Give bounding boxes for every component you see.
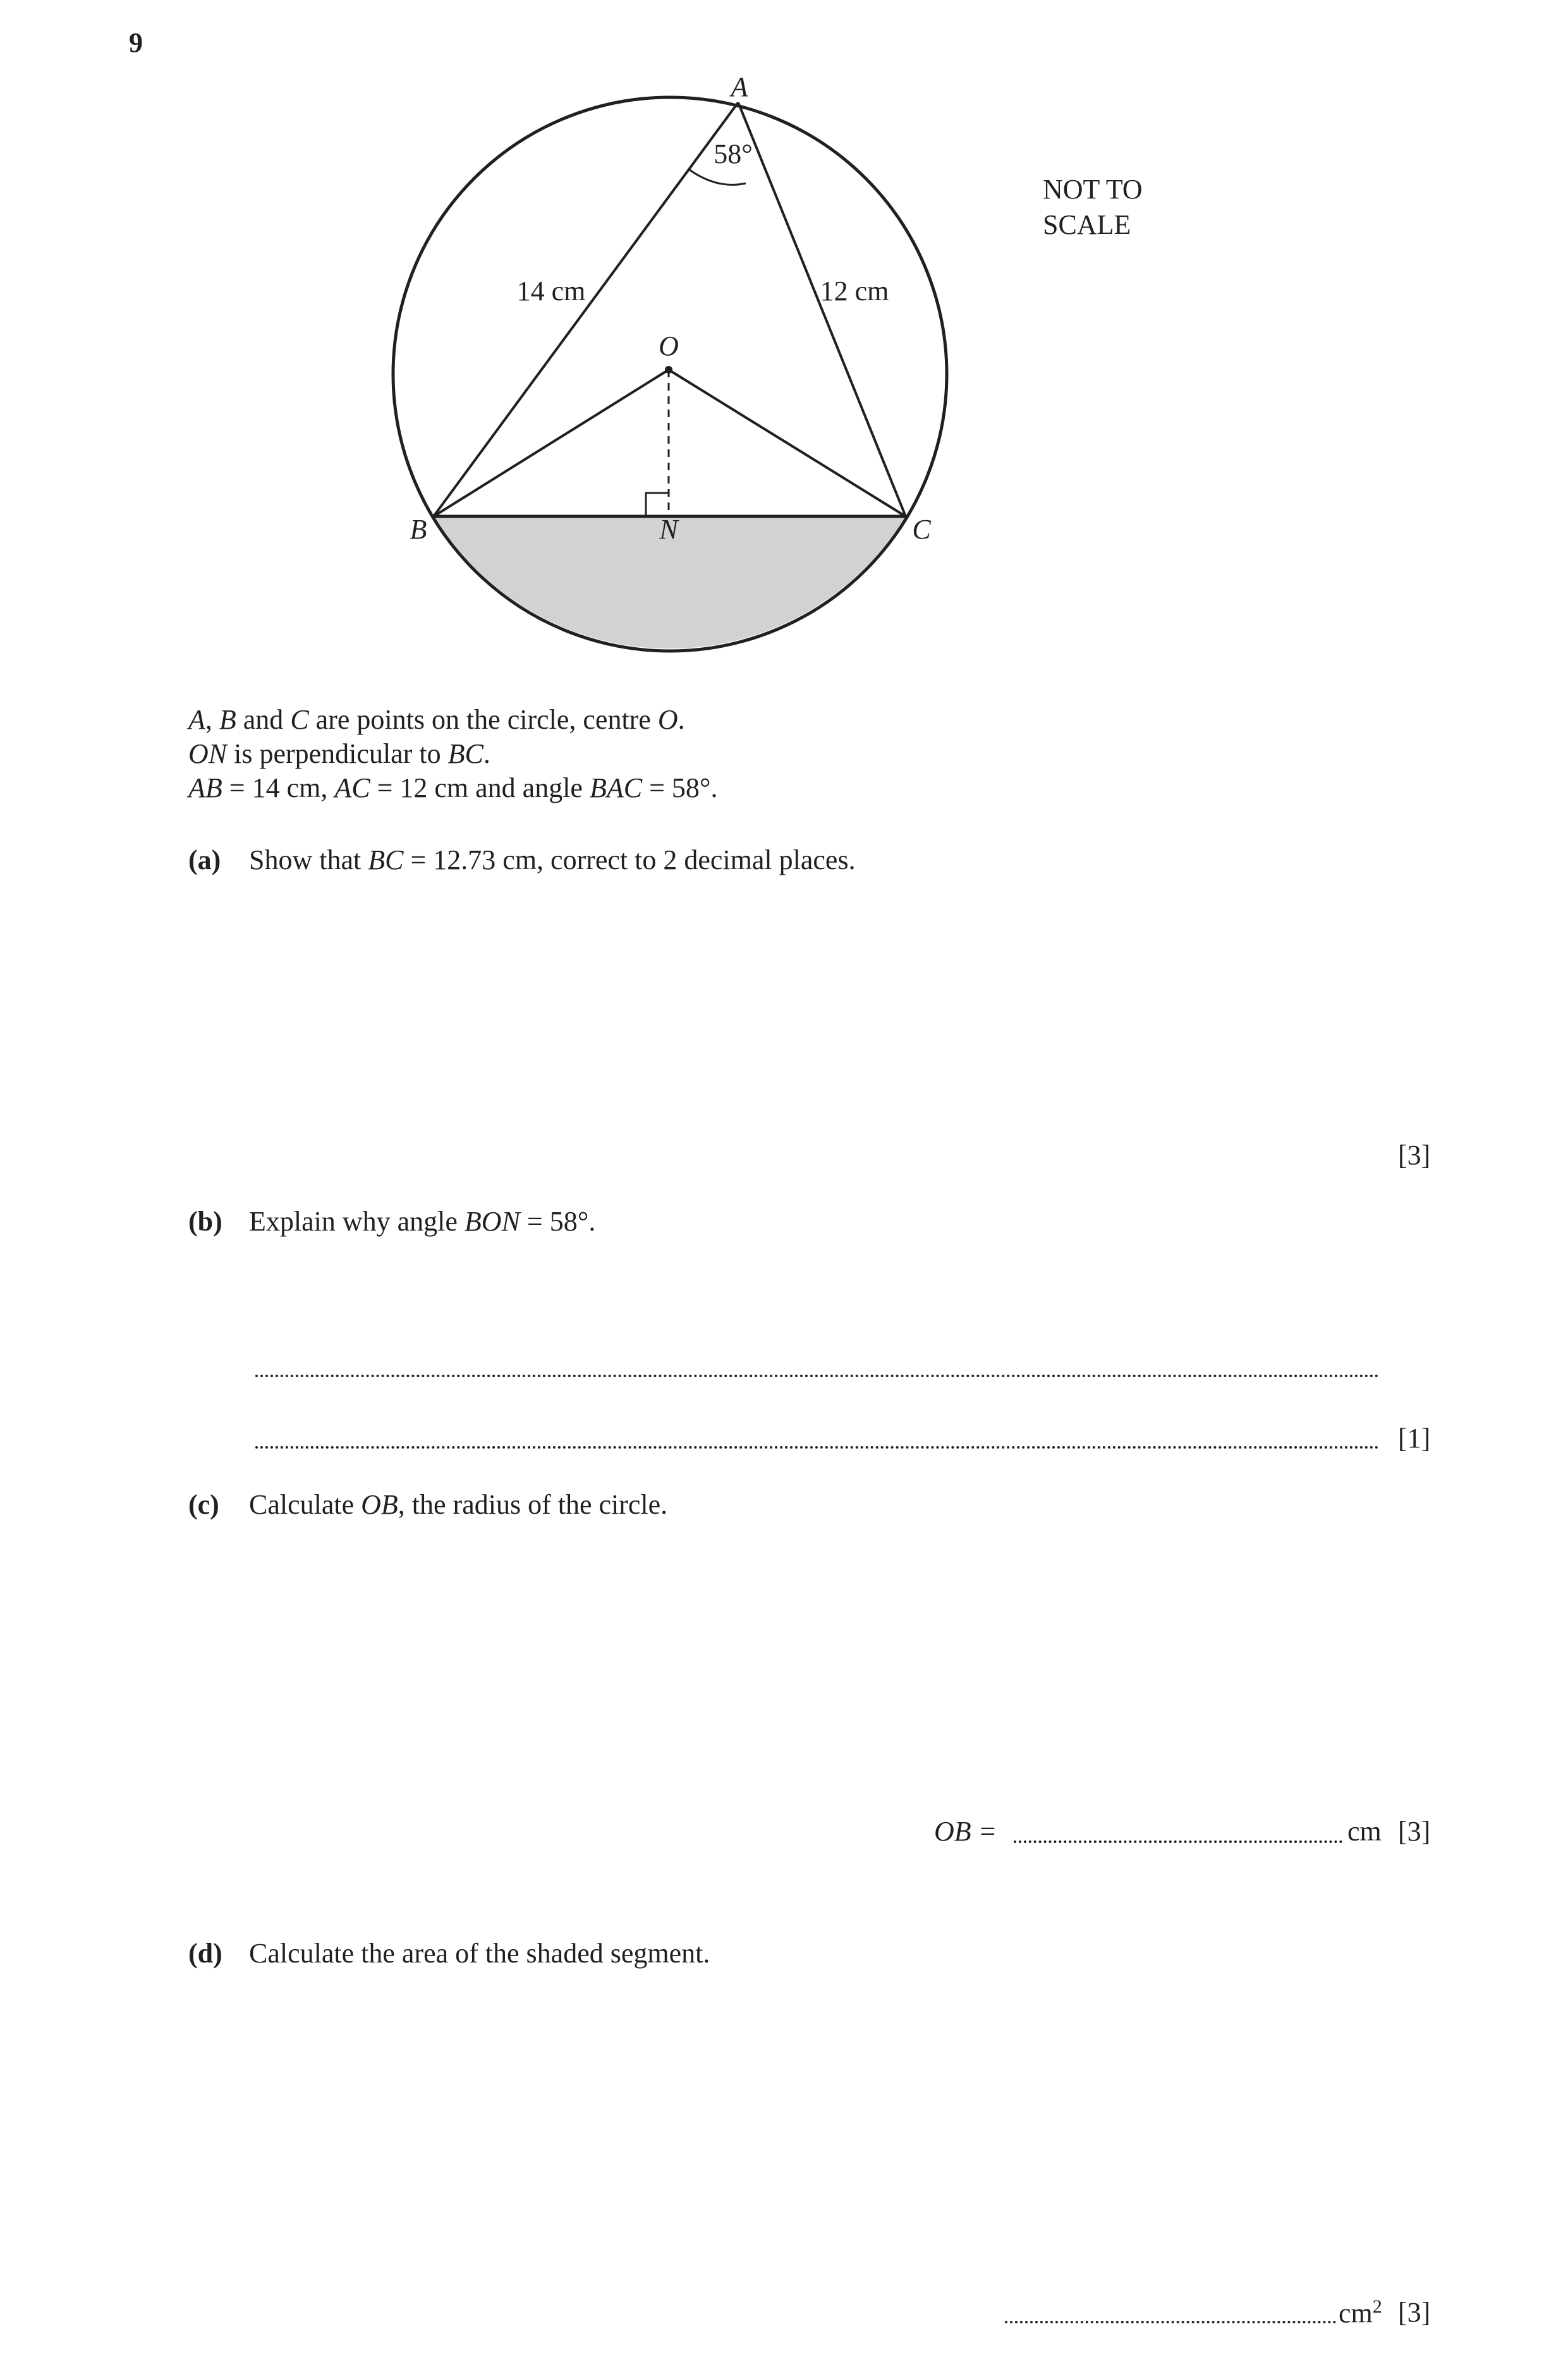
side-ab-label: 14 cm <box>516 276 586 307</box>
angle-label: 58° <box>714 138 753 169</box>
part-a-text: Show that BC = 12.73 cm, correct to 2 decimal places. <box>249 844 856 875</box>
stem-line-1: A, B and C are points on the circle, centre O. <box>188 704 685 735</box>
part-c-label: (c) <box>188 1489 219 1520</box>
part-c-answer-line[interactable] <box>1014 1840 1342 1843</box>
part-d-marks: [3] <box>1398 2297 1431 2328</box>
label-n: N <box>659 514 678 545</box>
part-c-text: Calculate OB, the radius of the circle. <box>249 1489 668 1520</box>
part-c-marks: [3] <box>1398 1816 1431 1847</box>
part-a-marks: [3] <box>1398 1140 1431 1171</box>
part-d-answer-line[interactable] <box>1005 2321 1336 2323</box>
part-b-label: (b) <box>188 1206 222 1237</box>
segment-ob <box>434 370 669 516</box>
part-d-unit: $cm^2$ <box>1339 2296 1382 2329</box>
angle-arc <box>689 169 746 185</box>
stem-line-2: ON is perpendicular to BC. <box>188 738 490 769</box>
stem-line-3: AB = 14 cm, AC = 12 cm and angle BAC = 58°. <box>188 772 718 803</box>
part-b-marks: [1] <box>1398 1423 1431 1454</box>
part-c-answer-prefix: OB = <box>934 1816 997 1847</box>
part-b-answer-line-2[interactable] <box>255 1446 1379 1449</box>
right-angle-mark <box>646 493 669 516</box>
question-stem <box>188 703 718 805</box>
label-a: A <box>731 71 748 102</box>
question-number: 9 <box>129 27 143 58</box>
part-a-label: (a) <box>188 844 221 875</box>
label-b: B <box>410 514 427 545</box>
segment-oc <box>669 370 906 516</box>
label-c: C <box>912 514 931 545</box>
label-o: O <box>659 331 679 362</box>
not-to-scale-note <box>1043 172 1143 243</box>
not-to-scale-line-2: SCALE <box>1043 209 1131 240</box>
part-d-label: (d) <box>188 1938 222 1969</box>
not-to-scale-line-1: NOT TO <box>1043 174 1143 205</box>
part-d-text: Calculate the area of the shaded segment. <box>249 1938 710 1969</box>
side-ac <box>738 102 906 516</box>
centre-point <box>665 366 672 374</box>
side-ab <box>434 102 738 516</box>
part-b-text: Explain why angle BON = 58°. <box>249 1206 596 1237</box>
part-b-answer-line-1[interactable] <box>255 1375 1379 1377</box>
circle-diagram <box>354 63 986 670</box>
part-c-unit: cm <box>1347 1816 1382 1847</box>
side-ac-label: 12 cm <box>820 276 889 307</box>
